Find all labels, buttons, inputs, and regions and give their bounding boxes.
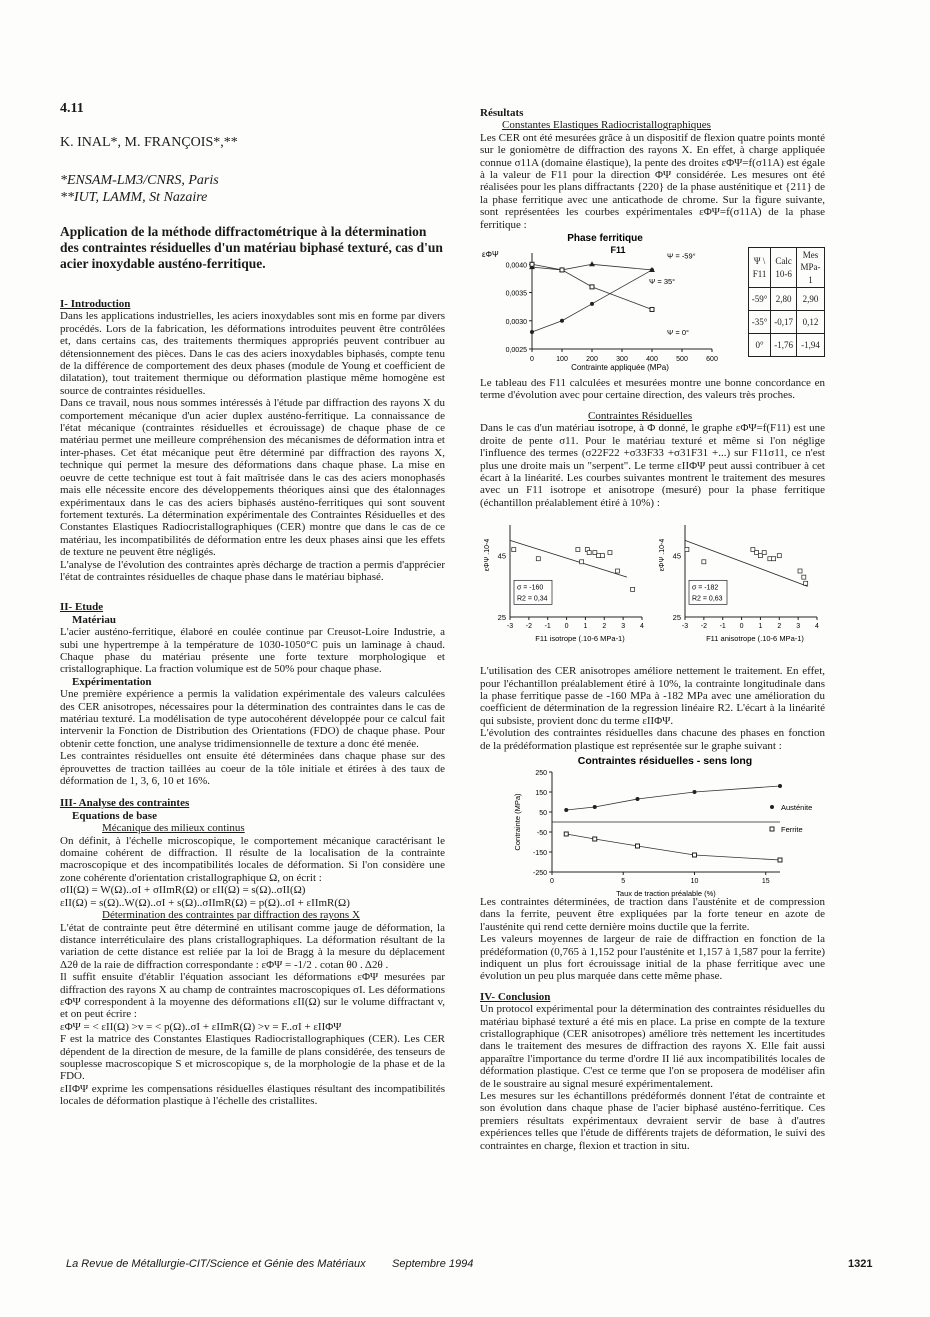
chart-f11 (480, 231, 730, 373)
footer-date: Septembre 1994 (392, 1258, 474, 1270)
chart-f11-x-tick-label: 400 (646, 356, 658, 364)
chart-isotrope (480, 515, 650, 643)
chart-isotrope-point (512, 548, 516, 552)
subsection-equations: Equations de base (72, 809, 157, 822)
chart-res-point (593, 837, 597, 841)
figure-f11 (480, 231, 825, 373)
chart-isotrope-annotation-sigma: σ = -160 (517, 584, 544, 592)
chart-res-y-tick-label: -150 (532, 849, 547, 857)
chart-isotrope-xlabel: F11 isotrope (.10-6 MPa-1) (535, 634, 625, 644)
chart-res-xlabel: Taux de traction préalable (%) (616, 888, 716, 898)
chart-f11-xlabel: Contrainte appliquée (MPa) (571, 363, 669, 373)
section-conclusion: IV- Conclusion (480, 990, 551, 1003)
chart-f11-x-tick-label: 200 (586, 356, 598, 364)
chart-anisotrope-x-tick-label: -2 (700, 623, 707, 631)
f11-table-cell: -1,94 (797, 334, 825, 357)
chart-anisotrope-point (758, 554, 762, 558)
equation-3: εΦΨ = < εII(Ω) >v = < p(Ω)..σI + εIImR(Ω) >v = F..σI + εIIΦΨ (60, 1020, 342, 1033)
chart-residuelles (480, 752, 825, 898)
page-number: 1321 (848, 1258, 873, 1270)
chart-anisotrope-x-tick-label: 1 (758, 623, 763, 631)
f11-table-cell: 2,90 (797, 288, 825, 311)
chart-isotrope-point (580, 560, 584, 564)
determination-paragraph-4: εIIΦΨ exprime les compensations résiduelles élastiques résultant des incompatibilités locales de déformation plastique à l'échelle des cristallites. (60, 1082, 445, 1108)
chart-res-point (564, 808, 568, 812)
chart-f11-y-tick-label: 0,0030 (505, 318, 527, 326)
subsection-determination: Détermination des contraintes par diffraction des rayons X (102, 909, 360, 922)
f11-table-row (749, 311, 825, 334)
chart-f11-x-tick-label: 500 (676, 356, 688, 364)
section-resultats: Résultats (480, 107, 524, 119)
chart-anisotrope-x-tick-label: 2 (777, 623, 782, 631)
chart-isotrope-point (631, 588, 635, 592)
after-paragraph-2: Les valeurs moyennes de largeur de raie de diffraction en fonction de la prédéformation (0,765 à 1,152 pour l'austénite et 1,157 à 1,587 pour la ferrite) indiquent un plus fort écrouissage initial de la phase ferritique avec une évolution un peu plus marquée dans cette même phase. (480, 933, 825, 983)
chart-isotrope-point (536, 557, 540, 561)
f11-table-cell: 0° (749, 334, 771, 357)
chart-anisotrope-x-tick-label: -3 (681, 623, 689, 631)
chart-f11-point (560, 268, 564, 272)
chart-res-y-tick-label: 150 (535, 789, 547, 797)
chart-anisotrope-point (768, 557, 772, 561)
f11-table (748, 247, 825, 357)
chart-isotrope-y-tick-label: 25 (497, 613, 506, 623)
f11-table-row (749, 334, 825, 357)
contraintes-paragraph: Dans le cas d'un matériau isotrope, à Φ donné, le graphe εΦΨ=f(F11) est une droite de pente σ11. Pour le matériau texturé et même si l'on néglige l'influence des termes (σ22F22 +σ33F33 +σ31F31 +...) sur F11σ11, ce n'est plus une droite mais un "serpent". Le terme εIIΦΨ peut aussi contribuer à cet écart à la linéarité. Les courbes suivantes montrent le traitement des mesures avec un F11 isotrope et anisotrope (mesuré) pour la phase ferritique (échantillon préalablement étiré à 10%) : (480, 422, 825, 509)
chart-res-point (636, 797, 640, 801)
chart-f11-y-tick-label: 0,0035 (505, 290, 527, 298)
chart-f11-x-tick-label: 100 (556, 356, 568, 364)
chart-res-title: Contraintes résiduelles - sens long (577, 754, 753, 767)
chart-anisotrope-y-tick-label: 45 (672, 551, 681, 561)
chart-f11-point (530, 330, 534, 334)
cer-anisotropes-paragraph: L'utilisation des CER anisotropes améliore nettement le traitement. En effet, pour l'échantillon préalablement étiré à 10%, la contrainte longitudinale dans la phase ferritique passe de -160 MPa à -182 MPa avec une amélioration du coefficient de détermination de la regression linéaire R2. L'écart à la linéarité qui subsiste, provient donc du terme εIIΦΨ. (480, 665, 825, 727)
f11-table-header-cell: Calc 10-6 (771, 248, 797, 288)
chart-isotrope-fit-line (510, 540, 627, 577)
chart-f11-series-line (532, 270, 652, 332)
f11-table-cell: 2,80 (771, 288, 797, 311)
chart-res-legend-marker (770, 805, 774, 809)
chart-anisotrope-point (751, 548, 755, 552)
experimentation-paragraph-1: Une première expérience a permis la validation expérimentale des valeurs calculées des CER anisotropes, nécessaires pour la détermination des contraintes dans le cas de matériau texturé. La modélisation de type autocohérent développée pour ce calcul fait intervenir la Fonction de Distribution des Orientations (FDO) de chaque phase. Pour obtenir cette fonction, une analyse tridimensionnelle de texture a donc été menée. (60, 688, 445, 750)
authors: K. INAL*, M. FRANÇOIS*,** (60, 135, 238, 150)
chart-res-series-line (566, 834, 780, 860)
chart-isotrope-x-tick-label: 0 (564, 623, 569, 631)
subsection-materiau: Matériau (72, 613, 116, 626)
chart-anisotrope (655, 515, 825, 643)
subsection-contraintes-residuelles: Contraintes Résiduelles (588, 409, 693, 422)
chart-anisotrope-point (702, 560, 706, 564)
chart-isotrope-point (615, 569, 619, 573)
cer-paragraph: Les CER ont été mesurées grâce à un dispositif de flexion quatre points monté sur le goniomètre de diffraction des rayons X. En effet, à charge appliquée connue σ11A (domaine élastique), la pente des droites εΦΨ=f(σ11A) est égale à la valeur de F11 pour la direction ΦΨ considérée. Les mesures ont été réalisées pour les plans diffractants {220} de la phase austénitique et {211} de la phase ferritique avec une anticathode de chrome. Sur la figure suivante, sont représentées les courbes expérimentales εΦΨ=f(σ11A) de la phase ferritique : (480, 131, 825, 231)
intro-paragraph-3: L'analyse de l'évolution des contraintes après décharge de traction a permis d'apprécier l'état de contraintes résiduelles de chaque phase dans le matériau biphasé. (60, 558, 445, 583)
chart-f11-point (560, 319, 564, 323)
chart-isotrope-x-tick-label: 3 (621, 623, 626, 631)
chart-res-point (693, 853, 697, 857)
chart-res-x-tick-label: 10 (690, 877, 699, 885)
chart-anisotrope-xlabel: F11 anisotrope (.10-6 MPa-1) (706, 634, 804, 644)
chart-res-point (693, 790, 697, 794)
evolution-paragraph: L'évolution des contraintes résiduelles dans chacune des phases en fonction de la prédéformation plastique est représentée sur le graphe suivant : (480, 727, 825, 752)
figure-residuelles (480, 752, 825, 898)
chart-isotrope-point (600, 554, 604, 558)
chart-res-point (778, 784, 782, 788)
chart-f11-title: Phase ferritique (567, 233, 643, 245)
f11-table-wrap (748, 247, 825, 357)
affiliation-1: *ENSAM-LM3/CNRS, Paris (60, 173, 219, 188)
chart-res-point (564, 832, 568, 836)
chart-f11-series-label: Ψ = 0° (667, 327, 689, 337)
chart-res-x-tick-label: 5 (621, 877, 626, 885)
chart-f11-x-tick-label: 300 (616, 356, 628, 364)
chart-f11-y-tick-label: 0,0025 (505, 347, 527, 355)
equation-1: σII(Ω) = W(Ω)..σI + σIImR(Ω) or εII(Ω) = s(Ω)..σII(Ω) (60, 884, 306, 897)
chart-anisotrope-point (772, 557, 776, 561)
mecanique-paragraph: On définit, à l'échelle microscopique, le comportement mécanique caractérisant le domaine cohérent de diffraction. Il résulte de la localisation de la contrainte macroscopique et des incompatibilités locales de déformation. Si l'on considère une zone cohérente d'orientation cristallographique Ω, on écrit : (60, 834, 445, 884)
determination-paragraph-2: Il suffit ensuite d'établir l'équation associant les déformations εΦΨ mesurées par diffraction des rayons X au champ de contraintes macroscopiques σI. Les déformations εΦΨ correspondent à la moyenne des déformations εII(Ω) sur le volume diffractant v, et on peut écrire : (60, 971, 445, 1021)
chart-anisotrope-annotation-sigma: σ = -182 (692, 584, 719, 592)
chart-f11-point (650, 268, 654, 272)
chart-anisotrope-point (685, 548, 689, 552)
chart-res-point (593, 805, 597, 809)
chart-isotrope-point (593, 551, 597, 555)
chart-f11-series-label: Ψ = 35° (649, 277, 676, 287)
f11-table-header-cell: Ψ \ F11 (749, 248, 771, 288)
chart-f11-point (530, 262, 534, 266)
paper-number: 4.11 (60, 101, 84, 116)
conclusion-paragraph-2: Les mesures sur les échantillons prédéformés donnent l'état de contrainte et son évolution dans chaque phase de l'acier biphasé austéno-ferritique. Ces premiers résultats expérimentaux devraient servir de base à d'autres expériences telles que l'étude de différents trajets de déformation, le suivi des contraintes en charge, flexion et traction in situ. (480, 1090, 825, 1152)
chart-f11-y-tick-label: 0,0040 (505, 262, 527, 270)
section-analyse: III- Analyse des contraintes (60, 797, 190, 810)
chart-res-y-tick-label: -50 (536, 829, 547, 837)
equation-2: εII(Ω) = s(Ω)..W(Ω)..σI + s(Ω)..σIImR(Ω) = p(Ω)..σI + εIImR(Ω) (60, 896, 350, 909)
f11-table-cell: -0,17 (771, 311, 797, 334)
subsection-mecanique: Mécanique des milieux continus (102, 822, 245, 835)
chart-anisotrope-point (777, 554, 781, 558)
conclusion-paragraph-1: Un protocol expérimental pour la détermination des contraintes résiduelles du matériau biphasé texturé a été mis en place. La prise en compte de la texture cristallographique (CER anisotropes) améliore très nettement les incertitudes dans le traitement des mesures de diffraction des rayons X. Elle fait aussi apparaître l'importance du terme d'ordre II lié aux incompatibilités locales de déformation plastique. C'est ce terme que l'on se proposera de modéliser afin de le soustraire au signal mesuré expérimentalement. (480, 1003, 825, 1090)
chart-res-ylabel: Contrainte (MPa) (513, 793, 522, 851)
chart-isotrope-x-tick-label: 2 (602, 623, 607, 631)
chart-isotrope-point (608, 551, 612, 555)
affiliation-2: **IUT, LAMM, St Nazaire (60, 190, 208, 205)
chart-res-point (778, 858, 782, 862)
chart-f11-x-tick-label: 600 (706, 356, 718, 364)
chart-res-series-line (566, 786, 780, 810)
intro-paragraph-1: Dans les applications industrielles, les aciers inoxydables sont mis en forme par divers procédés. Lors de la fabrication, les déformations introduites peuvent être contrôlées et, dans certains cas, des traitements thermiques appropriés peuvent contribuer au détensionnement des pièces. Dans le cas des aciers inoxydables biphasés, compte tenu de la différence de comportement des deux phases (module de Young et coefficient de dilatation), tout traitement thermique ou déformation plastique même homogène est source de contraintes résiduelles. (60, 310, 445, 397)
chart-anisotrope-x-tick-label: -1 (719, 623, 726, 631)
chart-isotrope-x-tick-label: -1 (544, 623, 551, 631)
left-column (60, 100, 445, 1108)
chart-f11-x-tick-label: 0 (530, 356, 534, 364)
f11-table-header-cell: Mes MPa-1 (797, 248, 825, 288)
chart-isotrope-x-tick-label: 1 (583, 623, 588, 631)
determination-paragraph-1: L'état de contrainte peut être déterminé en utilisant comme jauge de déformation, la distance interréticulaire des plans cristallographiques. La déformation résultant de la variation de cette distance est reliée par la loi de Bragg à la mesure du déplacement Δ2θ de la raie de diffraction correspondante : εΦΨ = -1/2 . cotan θ0 . Δ2θ . (60, 921, 445, 971)
f11-table-cell: -59° (749, 288, 771, 311)
chart-f11-point (650, 308, 654, 312)
section-introduction: I- Introduction (60, 298, 131, 310)
chart-res-point (636, 844, 640, 848)
chart-isotrope-ylabel: εΦΨ .10-4 (484, 538, 491, 572)
section-etude: II- Etude (60, 601, 104, 614)
materiau-paragraph: L'acier austéno-ferritique, élaboré en coulée continue par Creusot-Loire Industrie, a subi une hypertrempe à la température de 1030-1050°C puis un laminage à chaud. Chaque phase du matériau présente une forte texture morphologique et cristallographique. La fraction volumique est de 50% pour chaque phase. (60, 626, 445, 676)
figure-isotrope-anisotrope (480, 515, 825, 643)
chart-anisotrope-x-tick-label: 3 (796, 623, 801, 631)
chart-f11-ylabel: εΦΨ (482, 250, 499, 260)
chart-anisotrope-x-tick-label: 4 (815, 623, 819, 631)
after-paragraph-1: Les contraintes déterminées, de traction dans l'austénite et de compression dans la ferrite, peuvent être expliquées par la forte teneur en azote de l'austénite qui rend cette dernière moins ductile que la ferrite. (480, 895, 825, 933)
chart-res-legend-label: Austénite (781, 802, 813, 812)
chart-res-y-tick-label: 250 (535, 769, 547, 777)
chart-anisotrope-point (762, 551, 766, 555)
subsection-experimentation: Expérimentation (72, 675, 152, 688)
f11-table-cell: -1,76 (771, 334, 797, 357)
chart-res-x-tick-label: 0 (550, 877, 554, 885)
chart-anisotrope-point (802, 575, 806, 579)
chart-f11-point (590, 302, 594, 306)
chart-anisotrope-y-tick-label: 25 (672, 613, 681, 623)
chart-isotrope-x-tick-label: -2 (525, 623, 532, 631)
chart-f11-point (589, 261, 595, 266)
table-paragraph: Le tableau des F11 calculées et mesurées montre une bonne concordance en terme d'évolution avec pour certaine direction, des valeurs très proches. (480, 377, 825, 402)
chart-isotrope-y-tick-label: 45 (497, 551, 506, 561)
chart-anisotrope-annotation-r2: R2 = 0,63 (692, 595, 723, 603)
chart-res-legend-label: Ferrite (781, 824, 803, 834)
paper-title: Application de la méthode diffractométrique à la détermination des contraintes résiduelles d'un matériau biphasé texturé, cas d'un acier inoxydable austéno-ferritique. (60, 224, 443, 271)
chart-anisotrope-x-tick-label: 0 (739, 623, 744, 631)
chart-res-x-tick-label: 15 (761, 877, 770, 885)
chart-anisotrope-ylabel: εΦΨ .10-4 (659, 538, 666, 572)
chart-isotrope-point (576, 548, 580, 552)
f11-table-cell: -35° (749, 311, 771, 334)
chart-isotrope-annotation-r2: R2 = 0,34 (517, 595, 548, 603)
intro-paragraph-2: Dans ce travail, nous nous sommes intéressés à l'étude par diffraction des rayons X du comportement mécanique d'un acier duplex austéno-ferritique. La connaissance de l'état mécanique (contraintes résiduelles et écrouissage) de chaque phase de ce matériau permet une meilleure compréhension des mécanismes de déformation intra et inter-phases. Cet état mécanique peut être déterminé par diffraction des rayons X, technique qui permet la mesure des déformations dans chaque phase. La mise en oeuvre de cette technique est tout à fait maîtrisée dans le cas des aciers monophasés mais elle nécessite encore des développements théoriques ainsi que des étalonnages expérimentaux dans le cas des aciers biphasés austéno-ferritiques qui sont souvent fortement texturés. La détermination expérimentale des Contraintes Résiduelles et des Constantes Elastiques Radiocristallographiques (CER) montre que dans le cas de ce matériau, les incompatibilités de déformation entre les deux phases ainsi que les effets de texture ne peuvent être négligés. (60, 397, 445, 559)
chart-f11-subtitle: F11 (610, 245, 626, 256)
chart-isotrope-point (587, 551, 591, 555)
chart-isotrope-point (597, 554, 601, 558)
f11-table-cell: 0,12 (797, 311, 825, 334)
chart-f11-point (590, 285, 594, 289)
chart-f11-series-label: Ψ = -59° (667, 251, 696, 261)
chart-res-legend-marker (770, 827, 774, 831)
chart-res-y-tick-label: -250 (532, 869, 547, 877)
chart-anisotrope-point (798, 569, 802, 573)
f11-table-row (749, 288, 825, 311)
experimentation-paragraph-2: Les contraintes résiduelles ont ensuite été déterminées dans chaque phase sur des éprouvettes de traction taillées au coeur de la tôle initiale et étirées à des taux de déformation de 1, 3, 6, 10 et 16%. (60, 750, 445, 788)
chart-res-y-tick-label: 50 (539, 809, 547, 817)
subsection-cer: Constantes Elastiques Radiocristallographiques (502, 119, 711, 132)
chart-isotrope-x-tick-label: 4 (640, 623, 644, 631)
footer-journal: La Revue de Métallurgie-CIT/Science et Génie des Matériaux (66, 1258, 366, 1270)
right-column (480, 107, 825, 1152)
chart-isotrope-x-tick-label: -3 (506, 623, 514, 631)
determination-paragraph-3: F est la matrice des Constantes Elastiques Radiocristallographiques (CER). Les CER dépendent de la direction de mesure, de la famille de plans considérée, des tenseurs de souplesse macroscopique S et microscopique s, de la morphologie de la phase et de la FDO. (60, 1033, 445, 1083)
chart-anisotrope-point (755, 551, 759, 555)
chart-anisotrope-point (804, 581, 808, 585)
